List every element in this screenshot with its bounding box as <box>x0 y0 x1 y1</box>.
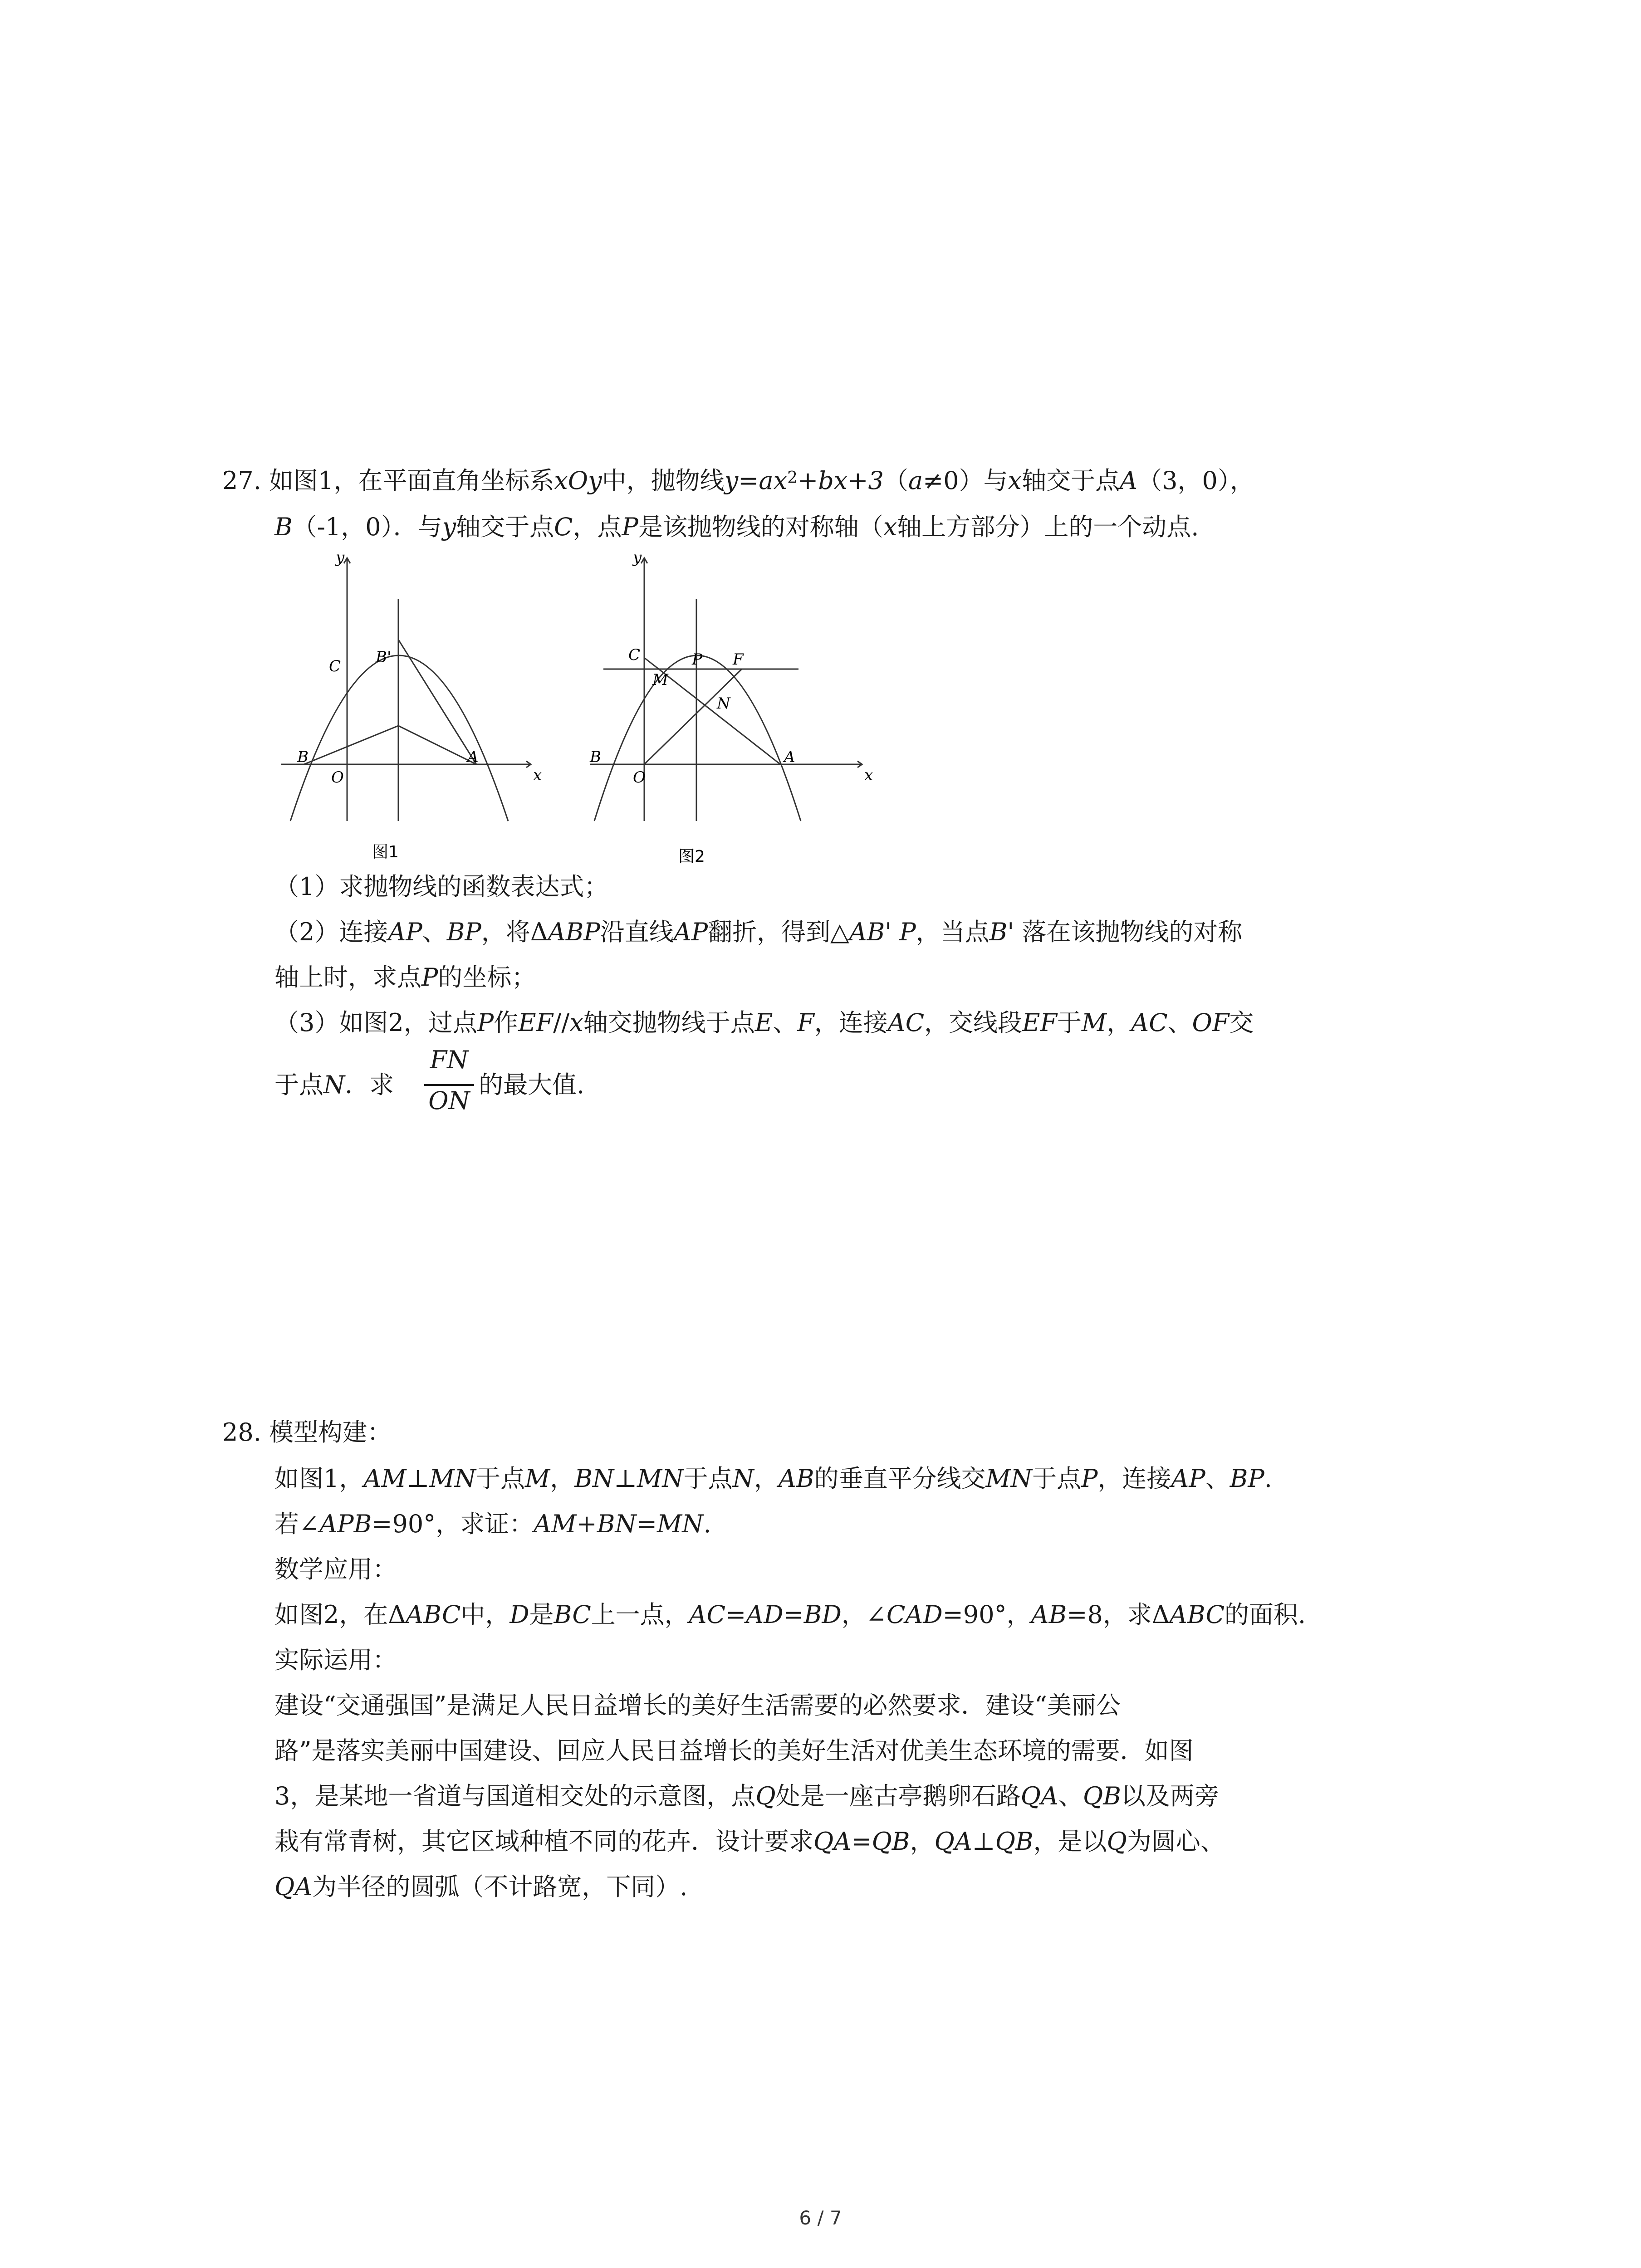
figure-2 <box>581 549 876 871</box>
fig2-label-y: y <box>633 549 642 567</box>
q27-part-3-line-2: 于点N．求 <box>274 1070 394 1099</box>
fraction-bar <box>424 1084 474 1086</box>
q28-line-2: 若∠APB=90°，求证：AM+BN=MN. <box>274 1510 711 1538</box>
q28-line-7: 栽有常青树，其它区域种植不同的花卉．设计要求QA=QB，QA⊥QB，是以Q为圆心、 <box>274 1827 1225 1856</box>
q28-line-5: 路”是落实美丽中国建设、回应人民日益增长的美好生活对优美生态环境的需要．如图 <box>274 1736 1194 1765</box>
q28-line-4: 建设“交通强国”是满足人民日益增长的美好生活需要的必然要求．建设“美丽公 <box>274 1691 1121 1720</box>
fig1-parabola <box>290 655 508 821</box>
fig2-label-M: M <box>652 671 668 689</box>
q28-line-1: 如图1，AM⊥MN于点M，BN⊥MN于点N，AB的垂直平分线交MN于点P，连接AP、BP. <box>274 1464 1272 1493</box>
q27-line-2: B（-1，0）．与y轴交于点C，点P是该抛物线的对称轴（x轴上方部分）上的一个动点. <box>274 513 1199 541</box>
fraction-denominator: ON <box>428 1086 470 1115</box>
fig2-label-P: P <box>692 650 702 669</box>
fig2-label-B: B <box>590 748 601 766</box>
fig1-segment-BP <box>304 726 398 764</box>
fig2-label-F: F <box>733 650 744 669</box>
q28-line-6: 3，是某地一省道与国道相交处的示意图，点Q处是一座古亭鹅卵石路QA、QB以及两旁 <box>274 1782 1219 1810</box>
fig2-parabola <box>594 655 801 821</box>
fig2-label-A: A <box>784 748 795 766</box>
q27-line-1: 27. 如图1，在平面直角坐标系xOy中，抛物线$y=ax^2+bx+3(a\ne 0)$与x轴交于点A（3，0）， <box>222 466 1254 495</box>
q27-part-3-line-1: （3）如图2，过点P作EF//x轴交抛物线于点E、F，连接AC，交线段EF于M，AC、OF交 <box>274 1008 1254 1037</box>
q28-heading-practice: 实际运用： <box>274 1646 397 1674</box>
fig1-label-B: B <box>297 748 309 766</box>
fig2-label-x: x <box>864 766 873 784</box>
fig1-caption: 图1 <box>372 843 399 861</box>
q27-part-2-line-1: （2）连接AP、BP，将ΔABP沿直线AP翻折，得到△AB' P，当点B' 落在该抛物线的对称 <box>274 918 1243 946</box>
q28-line-8: QA为半径的圆弧（不计路宽，下同）. <box>274 1872 688 1901</box>
fig1-label-x: x <box>533 766 542 784</box>
fig1-label-y: y <box>336 549 345 567</box>
q28-line-3: 如图2，在ΔABC中，D是BC上一点，AC=AD=BD，∠CAD=90°，AB=8，求ΔABC的面积. <box>274 1600 1306 1629</box>
fraction-numerator: FN <box>430 1046 469 1074</box>
q28-title: 28. 模型构建： <box>222 1418 392 1447</box>
fig2-label-N: N <box>717 694 730 713</box>
fig1-label-C: C <box>329 657 341 675</box>
page-number: 6 / 7 <box>799 2207 842 2229</box>
q27-part-1: （1）求抛物线的函数表达式； <box>274 872 609 901</box>
q28-heading-application: 数学应用： <box>274 1555 397 1584</box>
q27-part-2-line-2: 轴上时，求点P的坐标； <box>274 963 536 992</box>
figure-1 <box>272 549 549 866</box>
fig2-label-C: C <box>628 646 641 664</box>
fig1-label-Bp: B' <box>376 648 392 666</box>
q27-part-3-line-2-tail: 的最大值. <box>479 1070 585 1099</box>
fig1-label-A: A <box>467 748 479 766</box>
fig2-caption: 图2 <box>678 847 705 866</box>
fig1-label-O: O <box>331 768 344 787</box>
fig2-label-O: O <box>633 768 646 787</box>
